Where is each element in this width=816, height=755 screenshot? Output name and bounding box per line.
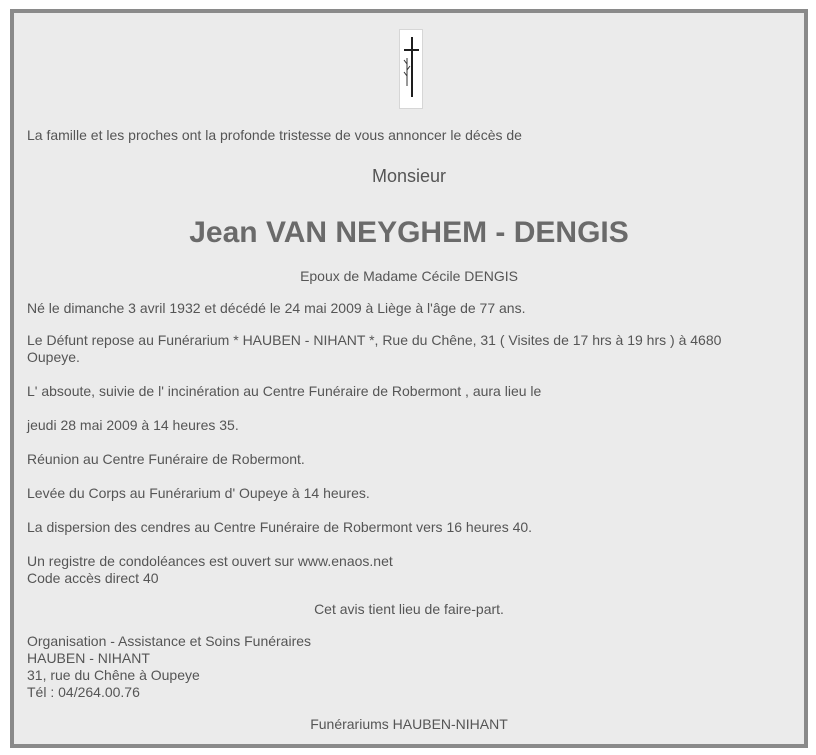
salutation: Monsieur — [371, 166, 447, 186]
flower-icon — [403, 54, 411, 86]
notice-card — [10, 9, 808, 748]
organisation-line-1: Organisation - Assistance et Soins Funéraires — [27, 633, 312, 649]
cross-icon — [399, 29, 423, 109]
registry-line-1: Un registre de condoléances est ouvert sur www.enaos.net — [27, 553, 393, 569]
ceremony-date: jeudi 28 mai 2009 à 14 heures 35. — [27, 417, 239, 433]
levee-text: Levée du Corps au Funérarium d' Oupeye à 14 heures. — [27, 485, 370, 501]
birth-death-text: Né le dimanche 3 avril 1932 et décédé le 24 mai 2009 à Liège à l'âge de 77 ans. — [27, 300, 526, 316]
registry-line-2: Code accès direct 40 — [27, 570, 159, 586]
organisation-line-2: HAUBEN - NIHANT — [27, 650, 150, 666]
spouse-text: Epoux de Madame Cécile DENGIS — [300, 268, 518, 284]
deceased-name: Jean VAN NEYGHEM - DENGIS — [189, 216, 629, 249]
repose-line-1: Le Défunt repose au Funérarium * HAUBEN - NIHANT *, Rue du Chêne, 31 ( Visites de 17 hrs à 19 hrs ) à 4680 — [27, 332, 722, 348]
intro-text: La famille et les proches ont la profonde tristesse de vous annoncer le décès de — [27, 127, 522, 143]
organisation-line-3: 31, rue du Chêne à Oupeye — [27, 667, 200, 683]
organisation-line-4: Tél : 04/264.00.76 — [27, 684, 140, 700]
absoute-text: L' absoute, suivie de l' incinération au Centre Funéraire de Robermont , aura lieu le — [27, 383, 542, 399]
footer-text: Funérariums HAUBEN-NIHANT — [310, 716, 508, 732]
repose-line-2: Oupeye. — [27, 349, 80, 365]
reunion-text: Réunion au Centre Funéraire de Robermont. — [27, 451, 305, 467]
dispersion-text: La dispersion des cendres au Centre Funéraire de Robermont vers 16 heures 40. — [27, 519, 533, 535]
notice-text: Cet avis tient lieu de faire-part. — [314, 601, 504, 617]
